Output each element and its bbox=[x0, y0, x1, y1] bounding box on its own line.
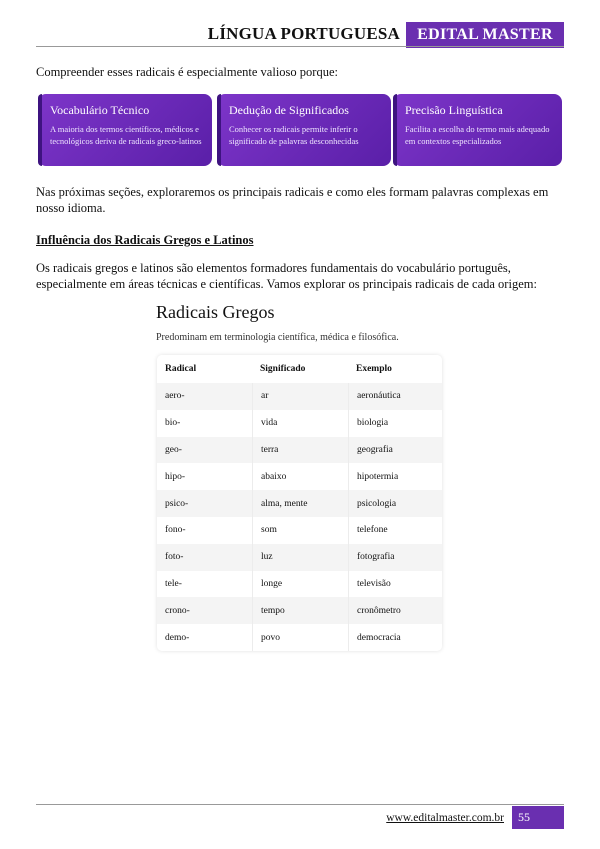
cell-significado: som bbox=[252, 517, 348, 544]
cell-significado: ar bbox=[252, 383, 348, 410]
cell-significado: longe bbox=[252, 571, 348, 598]
cell-radical: geo- bbox=[165, 444, 182, 455]
brand-badge: EDITAL MASTER bbox=[406, 22, 564, 48]
website-link[interactable]: www.editalmaster.com.br bbox=[386, 812, 504, 824]
table-row bbox=[157, 544, 442, 571]
table-header-row bbox=[157, 355, 442, 383]
cell-exemplo: telefone bbox=[348, 517, 442, 544]
cell-radical: aero- bbox=[165, 391, 185, 402]
cell-significado: luz bbox=[252, 544, 348, 571]
card-title: Vocabulário Técnico bbox=[50, 103, 150, 117]
column-header-exemplo: Exemplo bbox=[356, 364, 392, 374]
cell-radical: demo- bbox=[165, 632, 190, 643]
card-precisao-linguistica bbox=[393, 94, 562, 166]
card-text: Facilita a escolha do termo mais adequado em contextos especializados bbox=[405, 124, 550, 146]
cell-exemplo: cronômetro bbox=[348, 597, 442, 624]
table-row bbox=[157, 597, 442, 624]
cell-exemplo: fotografia bbox=[348, 544, 442, 571]
table-row bbox=[157, 463, 442, 490]
table-row bbox=[157, 410, 442, 437]
card-deducao-significados bbox=[217, 94, 391, 166]
card-title: Precisão Linguística bbox=[405, 103, 503, 117]
cell-exemplo: hipotermia bbox=[348, 463, 442, 490]
cell-radical: fono- bbox=[165, 525, 186, 536]
footer-divider bbox=[36, 804, 564, 805]
cell-significado: vida bbox=[252, 410, 348, 437]
cell-radical: crono- bbox=[165, 605, 190, 616]
radicals-table bbox=[157, 355, 442, 651]
section-heading: Influência dos Radicais Gregos e Latinos bbox=[36, 233, 254, 247]
cell-radical: tele- bbox=[165, 578, 182, 589]
cell-exemplo: geografia bbox=[348, 437, 442, 464]
cell-significado: povo bbox=[252, 624, 348, 651]
card-title: Dedução de Significados bbox=[229, 103, 349, 117]
card-text: Conhecer os radicais permite inferir o significado de palavras desconhecidas bbox=[229, 124, 359, 146]
cell-exemplo: televisão bbox=[348, 571, 442, 598]
next-sections-paragraph: Nas próximas seções, exploraremos os principais radicais e como eles formam palavras complexas em nosso idioma. bbox=[36, 185, 549, 215]
cell-exemplo: biologia bbox=[348, 410, 442, 437]
table-subtitle: Predominam em terminologia científica, médica e filosófica. bbox=[156, 332, 399, 343]
subject-title: LÍNGUA PORTUGUESA bbox=[207, 24, 400, 43]
cell-significado: terra bbox=[252, 437, 348, 464]
cell-exemplo: democracia bbox=[348, 624, 442, 651]
cell-radical: hipo- bbox=[165, 471, 186, 482]
table-row bbox=[157, 517, 442, 544]
cell-significado: tempo bbox=[252, 597, 348, 624]
table-row bbox=[157, 383, 442, 410]
cell-significado: alma, mente bbox=[252, 490, 348, 517]
influence-paragraph: Os radicais gregos e latinos são elementos formadores fundamentais do vocabulário português, especialmente em áreas técnicas e científicas. Vamos explorar os principais radicais de cada origem: bbox=[36, 261, 537, 291]
cell-exemplo: psicologia bbox=[348, 490, 442, 517]
cell-radical: foto- bbox=[165, 552, 184, 563]
table-row bbox=[157, 437, 442, 464]
page-number: 55 bbox=[512, 806, 564, 829]
card-text: A maioria dos termos científicos, médicos e tecnológicos deriva de radicais greco-latinos bbox=[50, 124, 202, 146]
benefit-cards bbox=[38, 94, 562, 166]
page-header bbox=[36, 22, 564, 48]
table-row bbox=[157, 571, 442, 598]
table-row bbox=[157, 490, 442, 517]
cell-radical: bio- bbox=[165, 418, 181, 429]
card-vocabulario-tecnico bbox=[38, 94, 212, 166]
table-title: Radicais Gregos bbox=[156, 302, 275, 322]
column-header-significado: Significado bbox=[260, 364, 306, 374]
cell-exemplo: aeronáutica bbox=[348, 383, 442, 410]
table-row bbox=[157, 624, 442, 651]
column-header-radical: Radical bbox=[165, 364, 197, 374]
cell-significado: abaixo bbox=[252, 463, 348, 490]
header-divider bbox=[36, 46, 564, 47]
cell-radical: psico- bbox=[165, 498, 189, 509]
intro-paragraph: Compreender esses radicais é especialmente valioso porque: bbox=[36, 65, 338, 79]
